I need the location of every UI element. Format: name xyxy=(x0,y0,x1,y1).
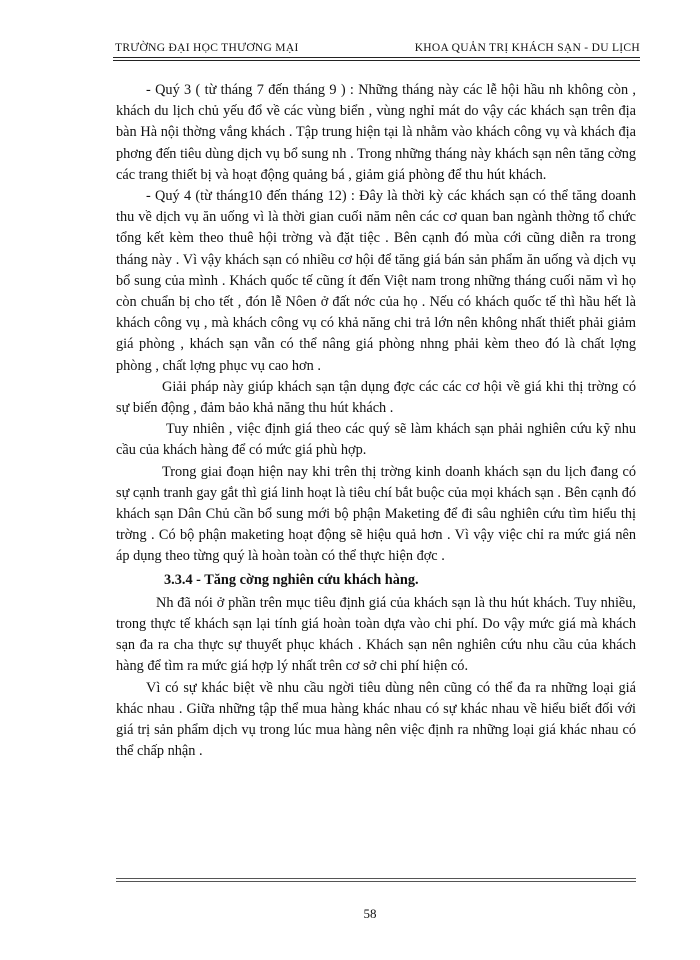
header-university: TRƯỜNG ĐẠI HỌC THƯƠNG MẠI xyxy=(115,42,299,54)
header-faculty: KHOA QUẢN TRỊ KHÁCH SẠN - DU LỊCH xyxy=(414,42,640,54)
footer-rule xyxy=(116,878,636,879)
body-text xyxy=(116,80,636,763)
page-number: 58 xyxy=(363,906,377,921)
section-heading: 3.3.4 - Tăng cờng nghiên cứu khách hàng. xyxy=(164,571,419,588)
header-rule-thin xyxy=(113,60,640,61)
paragraph-however: Tuy nhiên , việc định giá theo các quý sẽ làm khách sạn phải nghiên cứu kỹ nhu cầu của khách hàng để có mức giá phù hợp. xyxy=(116,421,636,459)
paragraph-demand-differences: Vì có sự khác biệt về nhu cầu ngời tiêu dùng nên cũng có thể đa ra những loại giá khác nhau . Giữa những tập thể mua hàng khác nhau có sự khác nhau về hiểu biết đối với giá trị sản phẩm dịch vụ trong lúc mua hàng nên việc định ra những loại giá khác nhau có thể chấp nhận . xyxy=(116,679,636,760)
paragraph-quarter-4: - Quý 4 (từ tháng10 đến tháng 12) : Đây là thời kỳ các khách sạn có thể tăng doanh thu về dịch vụ ăn uống vì là thời gian cuối năm nên các cơ quan ban ngành thờng tổ chức tổng kết kèm theo thuê hội trờng và đặt tiệc . Bên cạnh đó mùa cới cũng diễn ra trong tháng này . Vì vậy khách sạn có nhiều cơ hội để tăng giá bán sản phẩm ăn uống và dịch vụ bổ sung của mình . Khách quốc tế cũng ít đến Việt nam trong những tháng cuối năm vì họ còn chuẩn bị cho tết , đón lễ Nôen ở đất nớc của họ . Nếu có khách quốc tế thì hầu hết là khách công vụ , mà khách công vụ có khả năng chi trả lớn nên không nhất thiết phải giảm giá phòng , khách sạn vẫn có thể nâng giá phòng nhng phải kèm theo đó là chất lợng phòng , chất lợng phục vụ cao hơn . xyxy=(116,188,636,374)
paragraph-quarter-3: - Quý 3 ( từ tháng 7 đến tháng 9 ) : Những tháng này các lễ hội hầu nh không còn , khách du lịch chủ yếu đổ về các vùng biển , vùng nghỉ mát do vậy các khách sạn trên địa bàn Hà nội thờng vắng khách . Tập trung hiện tại là nhằm vào khách công vụ và khách địa phơng đến tiêu dùng dịch vụ bổ sung nh . Trong những tháng này khách sạn nên tăng cờng các trang thiết bị và hoạt động quảng bá , giảm giá phòng để thu hút khách. xyxy=(116,82,636,183)
footer-rule-thick xyxy=(116,881,636,882)
paragraph-current-period: Trong giai đoạn hiện nay khi trên thị trờng kinh doanh khách sạn du lịch đang có sự cạnh tranh gay gắt thì giá linh hoạt là tiêu chí bắt buộc của mọi khách sạn . Bên cạnh đó khách sạn Dân Chủ cần bổ sung mới bộ phận Maketing để đi sâu nghiên cứu tìm hiểu thị trờng . Có bộ phận maketing hoạt động sẽ hiệu quả hơn . Vì vậy việc chỉ ra mức giá nên áp dụng theo từng quý là hoàn toàn có thể thực hiện đợc . xyxy=(116,463,636,565)
page-header xyxy=(113,38,640,58)
paragraph-solution-benefit: Giải pháp này giúp khách sạn tận dụng đợc các các cơ hội về giá khi thị trờng có sự biến động , đảm bảo khả năng thu hút khách . xyxy=(116,378,636,417)
paragraph-pricing-goal: Nh đã nói ở phần trên mục tiêu định giá của khách sạn là thu hút khách. Tuy nhiều, trong thực tế khách sạn lại tính giá hoàn toàn dựa vào chi phí. Do vậy mức giá mà khách sạn đa ra cha thực sự thuyết phục khách . Khách sạn nên nghiên cứu nhu cầu của khách hàng để tìm ra mức giá hợp lý nhất trên cơ sở chi phí hiện có. xyxy=(116,594,636,675)
header-rule xyxy=(113,57,640,58)
